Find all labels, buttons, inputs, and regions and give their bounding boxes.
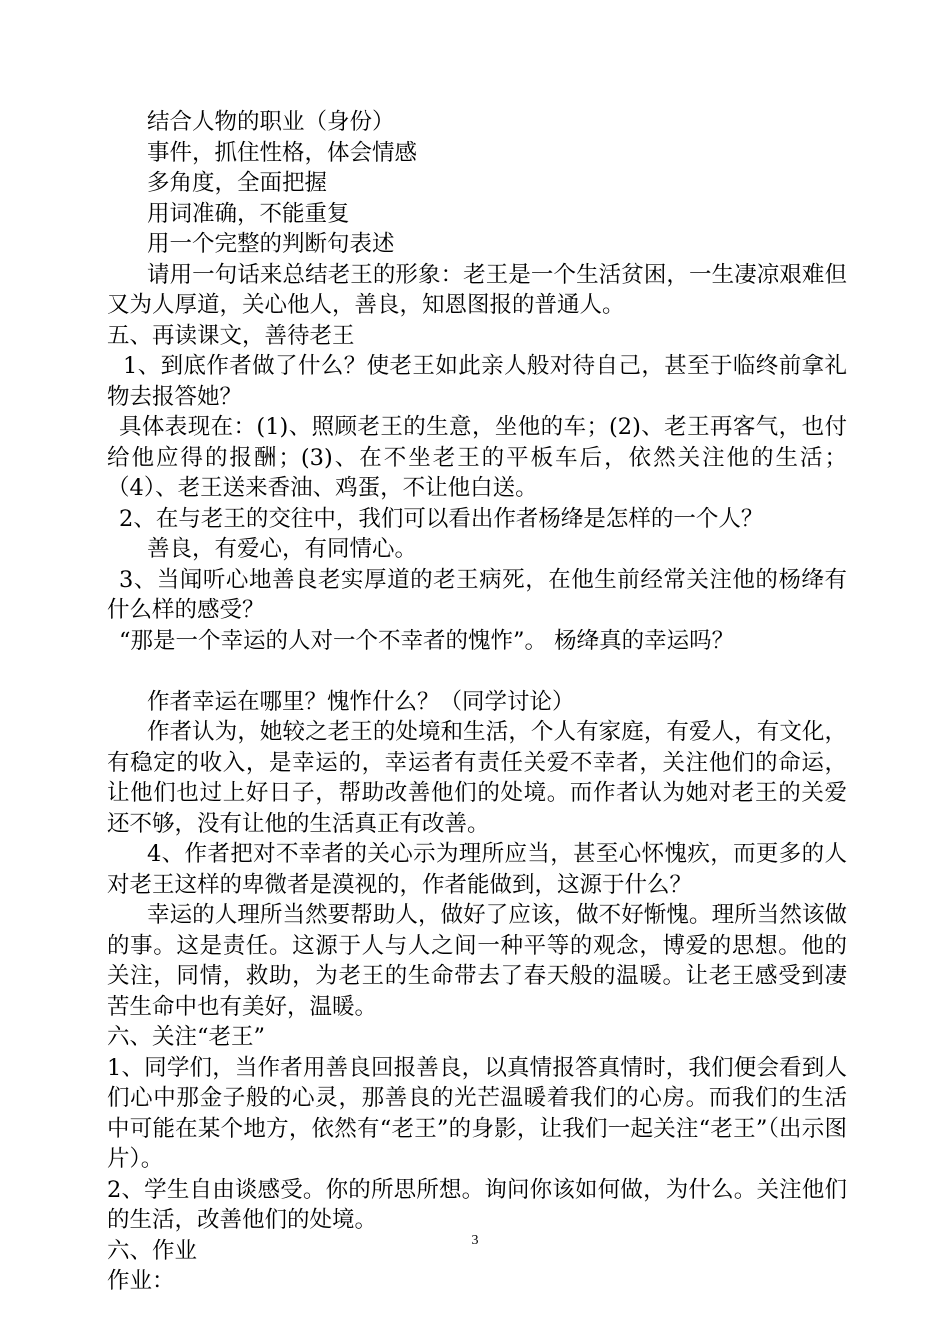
question-paragraph: 1、到底作者做了什么？使老王如此亲人般对待自己，甚至于临终前拿礼物去报答她？	[107, 353, 847, 410]
paragraph: 用一个完整的判断句表述	[147, 231, 395, 257]
quote-paragraph: “那是一个幸运的人对一个不幸者的愧怍”。 杨绛真的幸运吗？	[119, 627, 735, 654]
paragraph: 作业：	[107, 1268, 175, 1294]
question-paragraph: 2、在与老王的交往中，我们可以看出作者杨绛是怎样的一个人？	[119, 505, 764, 532]
blank-line	[107, 656, 847, 687]
page-number: 3	[471, 1233, 479, 1248]
paragraph: 善良，有爱心，有同情心。	[147, 536, 418, 562]
paragraph: 结合人物的职业（身份）	[147, 109, 395, 135]
question-paragraph: 3、当闻听心地善良老实厚道的老王病死，在他生前经常关注他的杨绛有什么样的感受？	[107, 566, 847, 623]
paragraph: 1、同学们，当作者用善良回报善良，以真情报答真情时，我们便会看到人们心中那金子般的心灵，那善良的光芒温暖着我们的心房。而我们的生活中可能在某个地方，依然有“老王”的身影，让我们一起关注“老王”（出示图片）。	[107, 1054, 847, 1172]
paragraph: 具体表现在：(1)、照顾老王的生意，坐他的车；(2)、老王再客气，也付给他应得的报酬；(3)、在不坐老王的平板车后，依然关注他的生活；（4）、老王送来香油、鸡蛋，不让他白送。	[107, 414, 847, 501]
section-heading: 六、关注“老王”	[107, 1024, 266, 1050]
paragraph: 作者认为，她较之老王的处境和生活，个人有家庭，有爱人，有文化，有稳定的收入，是幸运的，幸运者有责任关爱不幸者，关注他们的命运，让他们也过上好日子，帮助改善他们的处境。而作者认为她对老王的关爱还不够，没有让他的生活真正有改善。	[107, 719, 847, 837]
question-paragraph: 4、作者把对不幸者的关心示为理所应当，甚至心怀愧疚，而更多的人对老王这样的卑微者是漠视的，作者能做到，这源于什么？	[107, 841, 847, 898]
paragraph: 作者幸运在哪里？愧怍什么？（同学讨论）	[147, 688, 575, 715]
paragraph: 2、学生自由谈感受。你的所思所想。询问你该如何做，为什么。关注他们的生活，改善他们的处境。	[107, 1176, 847, 1233]
paragraph: 幸运的人理所当然要帮助人，做好了应该，做不好惭愧。理所当然该做的事。这是责任。这源于人与人之间一种平等的观念，博爱的思想。他的关注，同情，救助，为老王的生命带去了春天般的温暖。让老王感受到凄苦生命中也有美好，温暖。	[107, 902, 847, 1020]
section-heading: 六、作业	[107, 1237, 198, 1264]
paragraph: 事件，抓住性格，体会情感	[147, 139, 418, 166]
paragraph: 多角度，全面把握	[147, 170, 328, 196]
paragraph: 请用一句话来总结老王的形象：老王是一个生活贫困，一生凄凉艰难但又为人厚道，关心他人，善良，知恩图报的普通人。	[107, 261, 847, 318]
paragraph: 用词准确，不能重复	[147, 200, 350, 227]
section-heading: 五、再读课文，善待老王	[107, 322, 355, 349]
document-page	[107, 107, 847, 1297]
